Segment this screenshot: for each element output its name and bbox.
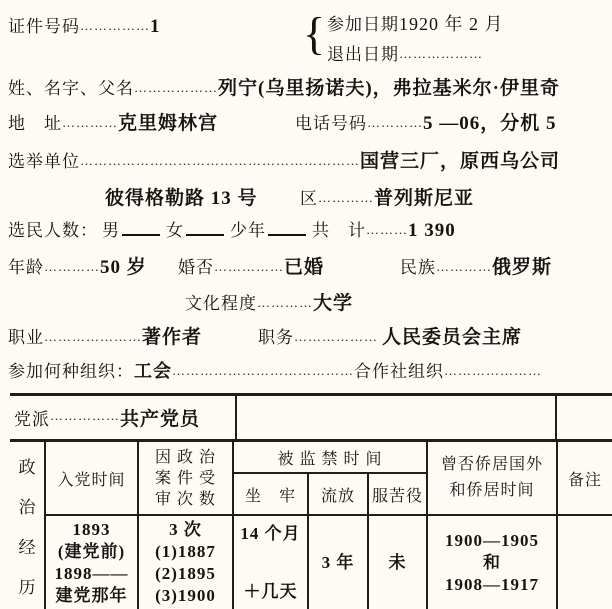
cell-join-time: 1893 (建党前) 1898—— 建党那年 <box>45 515 138 609</box>
occupation-field <box>8 322 202 349</box>
cell-hardlabor: 未 <box>368 515 427 609</box>
position-field <box>258 322 522 349</box>
col-join-time: 入党时间 <box>45 442 138 515</box>
organizations-field <box>8 357 542 383</box>
name-label: 姓、名字、父名 <box>8 79 134 98</box>
cell-abroad: 1900—1905 和 1908—1917 <box>427 515 557 609</box>
coop-label: 合作社组织 <box>354 362 444 381</box>
leader-dots: ………… <box>257 295 313 310</box>
age-row <box>0 252 612 278</box>
voters-row <box>0 216 612 242</box>
voters-total-value: 1 390 <box>408 220 456 241</box>
political-history-vertical-label: 政 治 经 历 <box>18 458 36 597</box>
name-field <box>8 73 560 100</box>
leader-dots: ………………… <box>44 329 142 344</box>
married-field <box>178 252 324 279</box>
cell-notes <box>557 515 612 609</box>
organizations-row <box>0 357 612 383</box>
cert-number-value: 1 <box>150 16 161 37</box>
voters-field <box>8 216 456 242</box>
education-field <box>185 288 353 315</box>
col-notes: 备注 <box>557 442 612 515</box>
leader-dots: …………… <box>214 259 284 274</box>
occupation-row <box>0 322 612 348</box>
leader-dots: ……………… <box>294 329 378 344</box>
membership-dates-block <box>303 6 612 68</box>
cert-number-label: 证件号码 <box>8 17 80 36</box>
position-value: 人民委员会主席 <box>382 327 523 348</box>
join-date-field <box>327 10 504 36</box>
party-value: 共产党员 <box>120 409 201 430</box>
join-date-label: 参加日期 <box>327 15 399 34</box>
electoral-unit-row <box>0 146 612 172</box>
married-label: 婚否 <box>178 258 214 277</box>
address-label: 地 址 <box>8 114 62 133</box>
leader-dots: …………… <box>80 18 150 33</box>
occupation-value: 著作者 <box>142 327 203 348</box>
education-value: 大学 <box>313 293 354 314</box>
ethnic-value: 俄罗斯 <box>492 257 553 278</box>
leader-dots: ……………… <box>134 80 218 95</box>
cell-trials: 3 次 (1)1887 (2)1895 (3)1900 <box>138 515 233 609</box>
col-jail: 坐 牢 <box>233 473 308 515</box>
quit-date-label: 退出日期 <box>327 45 399 64</box>
address-field <box>8 108 218 135</box>
electoral-unit-value: 国营三厂，原西乌公司 <box>360 151 561 172</box>
party-label: 党派 <box>14 410 50 429</box>
name-row <box>0 73 612 99</box>
cell-exile: 3 年 <box>308 515 368 609</box>
blank-line <box>268 219 306 236</box>
col-exile: 流放 <box>308 473 368 515</box>
union-value: 工会 <box>134 361 172 381</box>
education-label: 文化程度 <box>185 294 257 313</box>
street-value: 彼得格勒路 13 号 <box>105 188 258 209</box>
col-political-history <box>10 442 45 609</box>
leader-dots: ……… <box>366 222 408 237</box>
leader-dots: …………… <box>50 407 120 423</box>
blank-line <box>186 219 224 236</box>
party-row <box>10 393 612 442</box>
leader-dots: ……………… <box>399 46 483 61</box>
leader-dots: ………… <box>62 115 118 130</box>
leader-dots: ………………… <box>444 363 542 378</box>
col-trials: 因 政 治 案 件 受 审 次 数 <box>138 442 233 515</box>
political-history-table <box>10 442 612 609</box>
name-value: 列宁(乌里扬诺夫)，弗拉基米尔·伊里奇 <box>218 78 560 99</box>
organizations-label: 参加何种组织： <box>8 362 134 381</box>
age-value: 50 岁 <box>100 257 147 278</box>
district-value: 普列斯尼亚 <box>374 188 475 209</box>
leader-dots: ………… <box>436 259 492 274</box>
voters-total-label: 共 计 <box>312 221 366 240</box>
age-field <box>8 252 147 279</box>
phone-value: 5 —06，分机 5 <box>423 113 557 134</box>
join-date-value: 1920 年 2 月 <box>399 14 504 34</box>
voters-male-label: 男 <box>102 221 120 240</box>
leader-dots: ………………………………… <box>172 363 354 378</box>
col-prison-group: 被 监 禁 时 间 <box>233 442 427 473</box>
voters-female-label: 女 <box>166 221 184 240</box>
leader-dots: ………… <box>367 115 423 130</box>
quit-date-field <box>327 40 483 65</box>
phone-field <box>295 108 557 135</box>
position-label: 职务 <box>258 328 294 347</box>
cell-jail: 14 个月 ＋几天 <box>233 515 308 609</box>
electoral-unit-label: 选举单位 <box>8 152 80 171</box>
party-field <box>10 396 237 439</box>
col-abroad: 曾否侨居国外 和侨居时间 <box>427 442 557 515</box>
married-value: 已婚 <box>284 257 325 278</box>
age-label: 年龄 <box>8 258 44 277</box>
street-district-row <box>0 183 612 209</box>
leader-dots: …………………………………………………… <box>80 153 360 168</box>
party-notes-cell <box>557 396 612 439</box>
ethnic-label: 民族 <box>400 258 436 277</box>
district-label: 区 <box>300 189 318 208</box>
address-value: 克里姆林宫 <box>118 113 219 134</box>
address-row <box>0 108 612 134</box>
cert-number-field <box>8 12 161 38</box>
occupation-label: 职业 <box>8 328 44 347</box>
phone-label: 电话号码 <box>295 114 367 133</box>
leader-dots: ………… <box>318 190 374 205</box>
electoral-unit-field <box>8 146 560 173</box>
party-empty-cell <box>237 396 557 439</box>
education-row <box>0 288 612 314</box>
blank-line <box>122 219 160 236</box>
voters-label: 选民人数： <box>8 221 98 240</box>
left-brace: { <box>303 8 326 59</box>
ethnic-field <box>400 252 552 279</box>
voters-minor-label: 少年 <box>230 221 266 240</box>
leader-dots: ………… <box>44 259 100 274</box>
col-hardlabor: 服苦役 <box>368 473 427 515</box>
district-field <box>300 183 474 210</box>
